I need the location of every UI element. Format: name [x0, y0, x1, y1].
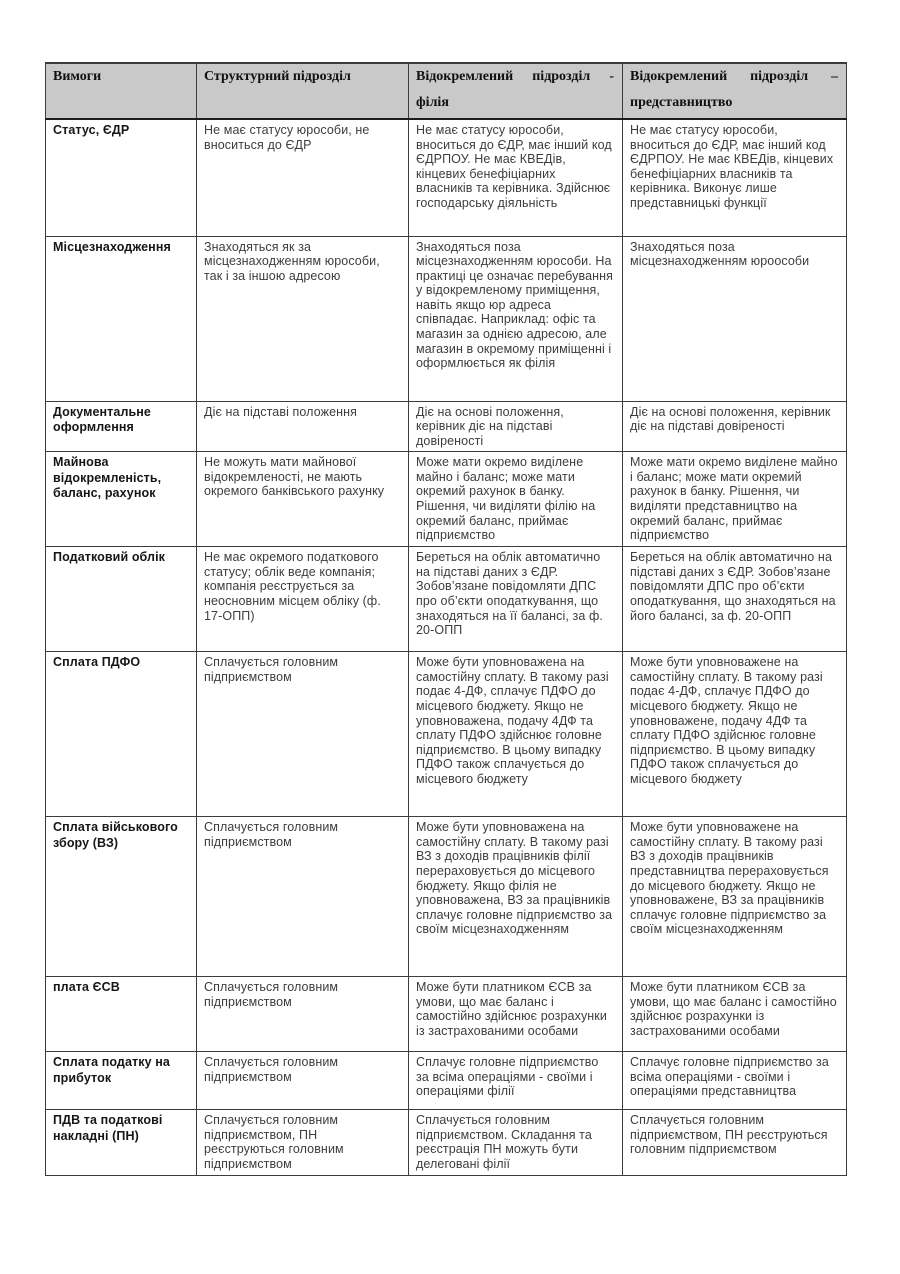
table-row: [46, 652, 847, 817]
header-line-justified: [416, 69, 614, 85]
header-line-2: філія: [416, 95, 449, 110]
cell: Може бути уповноважене на самостійну сплату. В такому разі подає 4-ДФ, сплачує ПДФО до місцевого бюджету. Якщо не уповноважене, подачу 4ДФ та сплату ПДФО здійснює головне підприємство. В цьому випадку ПДФО також сплачується до місцевого бюджету: [623, 652, 847, 817]
cell: Може бути уповноважене на самостійну сплату. В такому разі ВЗ з доходів працівників представництва перераховується до місцевого бюджету. Якщо не уповноважене, ВЗ за працівників сплачує головне підприємство за своїм місцезнаходженням: [623, 817, 847, 977]
cell: Може мати окремо виділене майно і баланс; може мати окремий рахунок в банку. Рішення, чи виділяти представництво на окремий баланс, приймає підприємство: [623, 452, 847, 547]
cell: Не має статусу юрособи, вноситься до ЄДР, має інший код ЄДРПОУ. Не має КВЕДів, кінцевих бенефіціарних власників та керівника. Виконує лише представницькі функції: [623, 119, 847, 236]
row-label: Статус, ЄДР: [46, 119, 197, 236]
header-line-2: представництво: [630, 95, 733, 110]
comparison-table: [45, 62, 847, 1176]
cell: Береться на облік автоматично на підставі даних з ЄДР. Зобов’язане повідомляти ДПС про об’єкти оподаткування, що знаходяться на її балансі, за ф. 20-ОПП: [409, 547, 623, 652]
row-label: плата ЄСВ: [46, 977, 197, 1052]
cell: Діє на основі положення, керівник діє на підставі довіреності: [623, 401, 847, 452]
cell: Не має статусу юрособи, не вноситься до ЄДР: [197, 119, 409, 236]
column-header-requirements: Вимоги: [46, 63, 197, 119]
header-line-justified: [630, 69, 838, 85]
column-header-structural-subdivision: Структурний підрозділ: [197, 63, 409, 119]
row-label: Майнова відокремленість, баланс, рахунок: [46, 452, 197, 547]
cell: Знаходяться поза місцезнаходженням юроособи: [623, 236, 847, 401]
header-word: підрозділ: [750, 69, 809, 84]
cell: Діє на підставі положення: [197, 401, 409, 452]
cell: Не має окремого податкового статусу; облік веде компанія; компанія реєструється за неосновним місцем обліку (ф. 17-ОПП): [197, 547, 409, 652]
cell: Сплачується головним підприємством: [197, 817, 409, 977]
table-row: [46, 547, 847, 652]
header-word: –: [831, 69, 838, 84]
cell: Може бути платником ЄСВ за умови, що має баланс і самостійно здійснює розрахунки із застрахованими особами: [409, 977, 623, 1052]
row-label: Податковий облік: [46, 547, 197, 652]
cell: Знаходяться поза місцезнаходженням юрособи. На практиці це означає перебування у відокремленому приміщення, навіть якщо юр адреса співпадає. Наприклад: офіс та магазин за однією адресою, але магазин в окремому приміщенні і оформлюється як філія: [409, 236, 623, 401]
cell: Сплачує головне підприємство за всіма операціями - своїми і операціями представництва: [623, 1052, 847, 1110]
table-row: [46, 1052, 847, 1110]
cell: Сплачується головним підприємством. Складання та реєстрація ПН можуть бути делеговані філії: [409, 1110, 623, 1175]
header-word: Відокремлений: [630, 69, 728, 84]
row-label: Місцезнаходження: [46, 236, 197, 401]
header-row: [46, 63, 847, 119]
cell: Сплачується головним підприємством: [197, 652, 409, 817]
cell: Береться на облік автоматично на підставі даних з ЄДР. Зобов’язане повідомляти ДПС про об’єкти оподаткування, що знаходяться на його балансі, за ф. 20-ОПП: [623, 547, 847, 652]
row-label: Сплата податку на прибуток: [46, 1052, 197, 1110]
cell: Не можуть мати майнової відокремленості, не мають окремого банківського рахунку: [197, 452, 409, 547]
cell: Діє на основі положення, керівник діє на підставі довіреності: [409, 401, 623, 452]
row-label: ПДВ та податкові накладні (ПН): [46, 1110, 197, 1175]
row-label: Документальне оформлення: [46, 401, 197, 452]
cell: Сплачується головним підприємством, ПН реєструються головним підприємством: [197, 1110, 409, 1175]
table-row: [46, 452, 847, 547]
column-header-branch: [409, 63, 623, 119]
header-word: підрозділ: [532, 69, 591, 84]
cell: Сплачується головним підприємством: [197, 1052, 409, 1110]
table-row: [46, 119, 847, 236]
table-row: [46, 236, 847, 401]
header-word: -: [609, 69, 614, 84]
header-word: Відокремлений: [416, 69, 514, 84]
cell: Сплачується головним підприємством, ПН реєструються головним підприємством: [623, 1110, 847, 1175]
table-row: [46, 401, 847, 452]
cell: Може бути платником ЄСВ за умови, що має баланс і самостійно здійснює розрахунки із застрахованими особами: [623, 977, 847, 1052]
cell: Може бути уповноважена на самостійну сплату. В такому разі ВЗ з доходів працівників філії перераховується до місцевого бюджету. Якщо філія не уповноважена, ВЗ за працівників сплачує головне підприємство за своїм місцезнаходженням: [409, 817, 623, 977]
row-label: Сплата військового збору (ВЗ): [46, 817, 197, 977]
row-label: Сплата ПДФО: [46, 652, 197, 817]
cell: Сплачує головне підприємство за всіма операціями - своїми і операціями філії: [409, 1052, 623, 1110]
cell: Може бути уповноважена на самостійну сплату. В такому разі подає 4-ДФ, сплачує ПДФО до місцевого бюджету. Якщо не уповноважена, подачу 4ДФ та сплату ПДФО здійснює головне підприємство. В цьому випадку ПДФО також сплачується до місцевого бюджету: [409, 652, 623, 817]
cell: Сплачується головним підприємством: [197, 977, 409, 1052]
cell: Може мати окремо виділене майно і баланс; може мати окремий рахунок в банку. Рішення, чи виділяти філію на окремий баланс, приймає підприємство: [409, 452, 623, 547]
cell: Не має статусу юрособи, вноситься до ЄДР, має інший код ЄДРПОУ. Не має КВЕДів, кінцевих бенефіціарних власників та керівника. Здійснює господарську діяльність: [409, 119, 623, 236]
table-row: [46, 1110, 847, 1175]
table-row: [46, 977, 847, 1052]
cell: Знаходяться як за місцезнаходженням юрособи, так і за іншою адресою: [197, 236, 409, 401]
column-header-representative-office: [623, 63, 847, 119]
table-row: [46, 817, 847, 977]
